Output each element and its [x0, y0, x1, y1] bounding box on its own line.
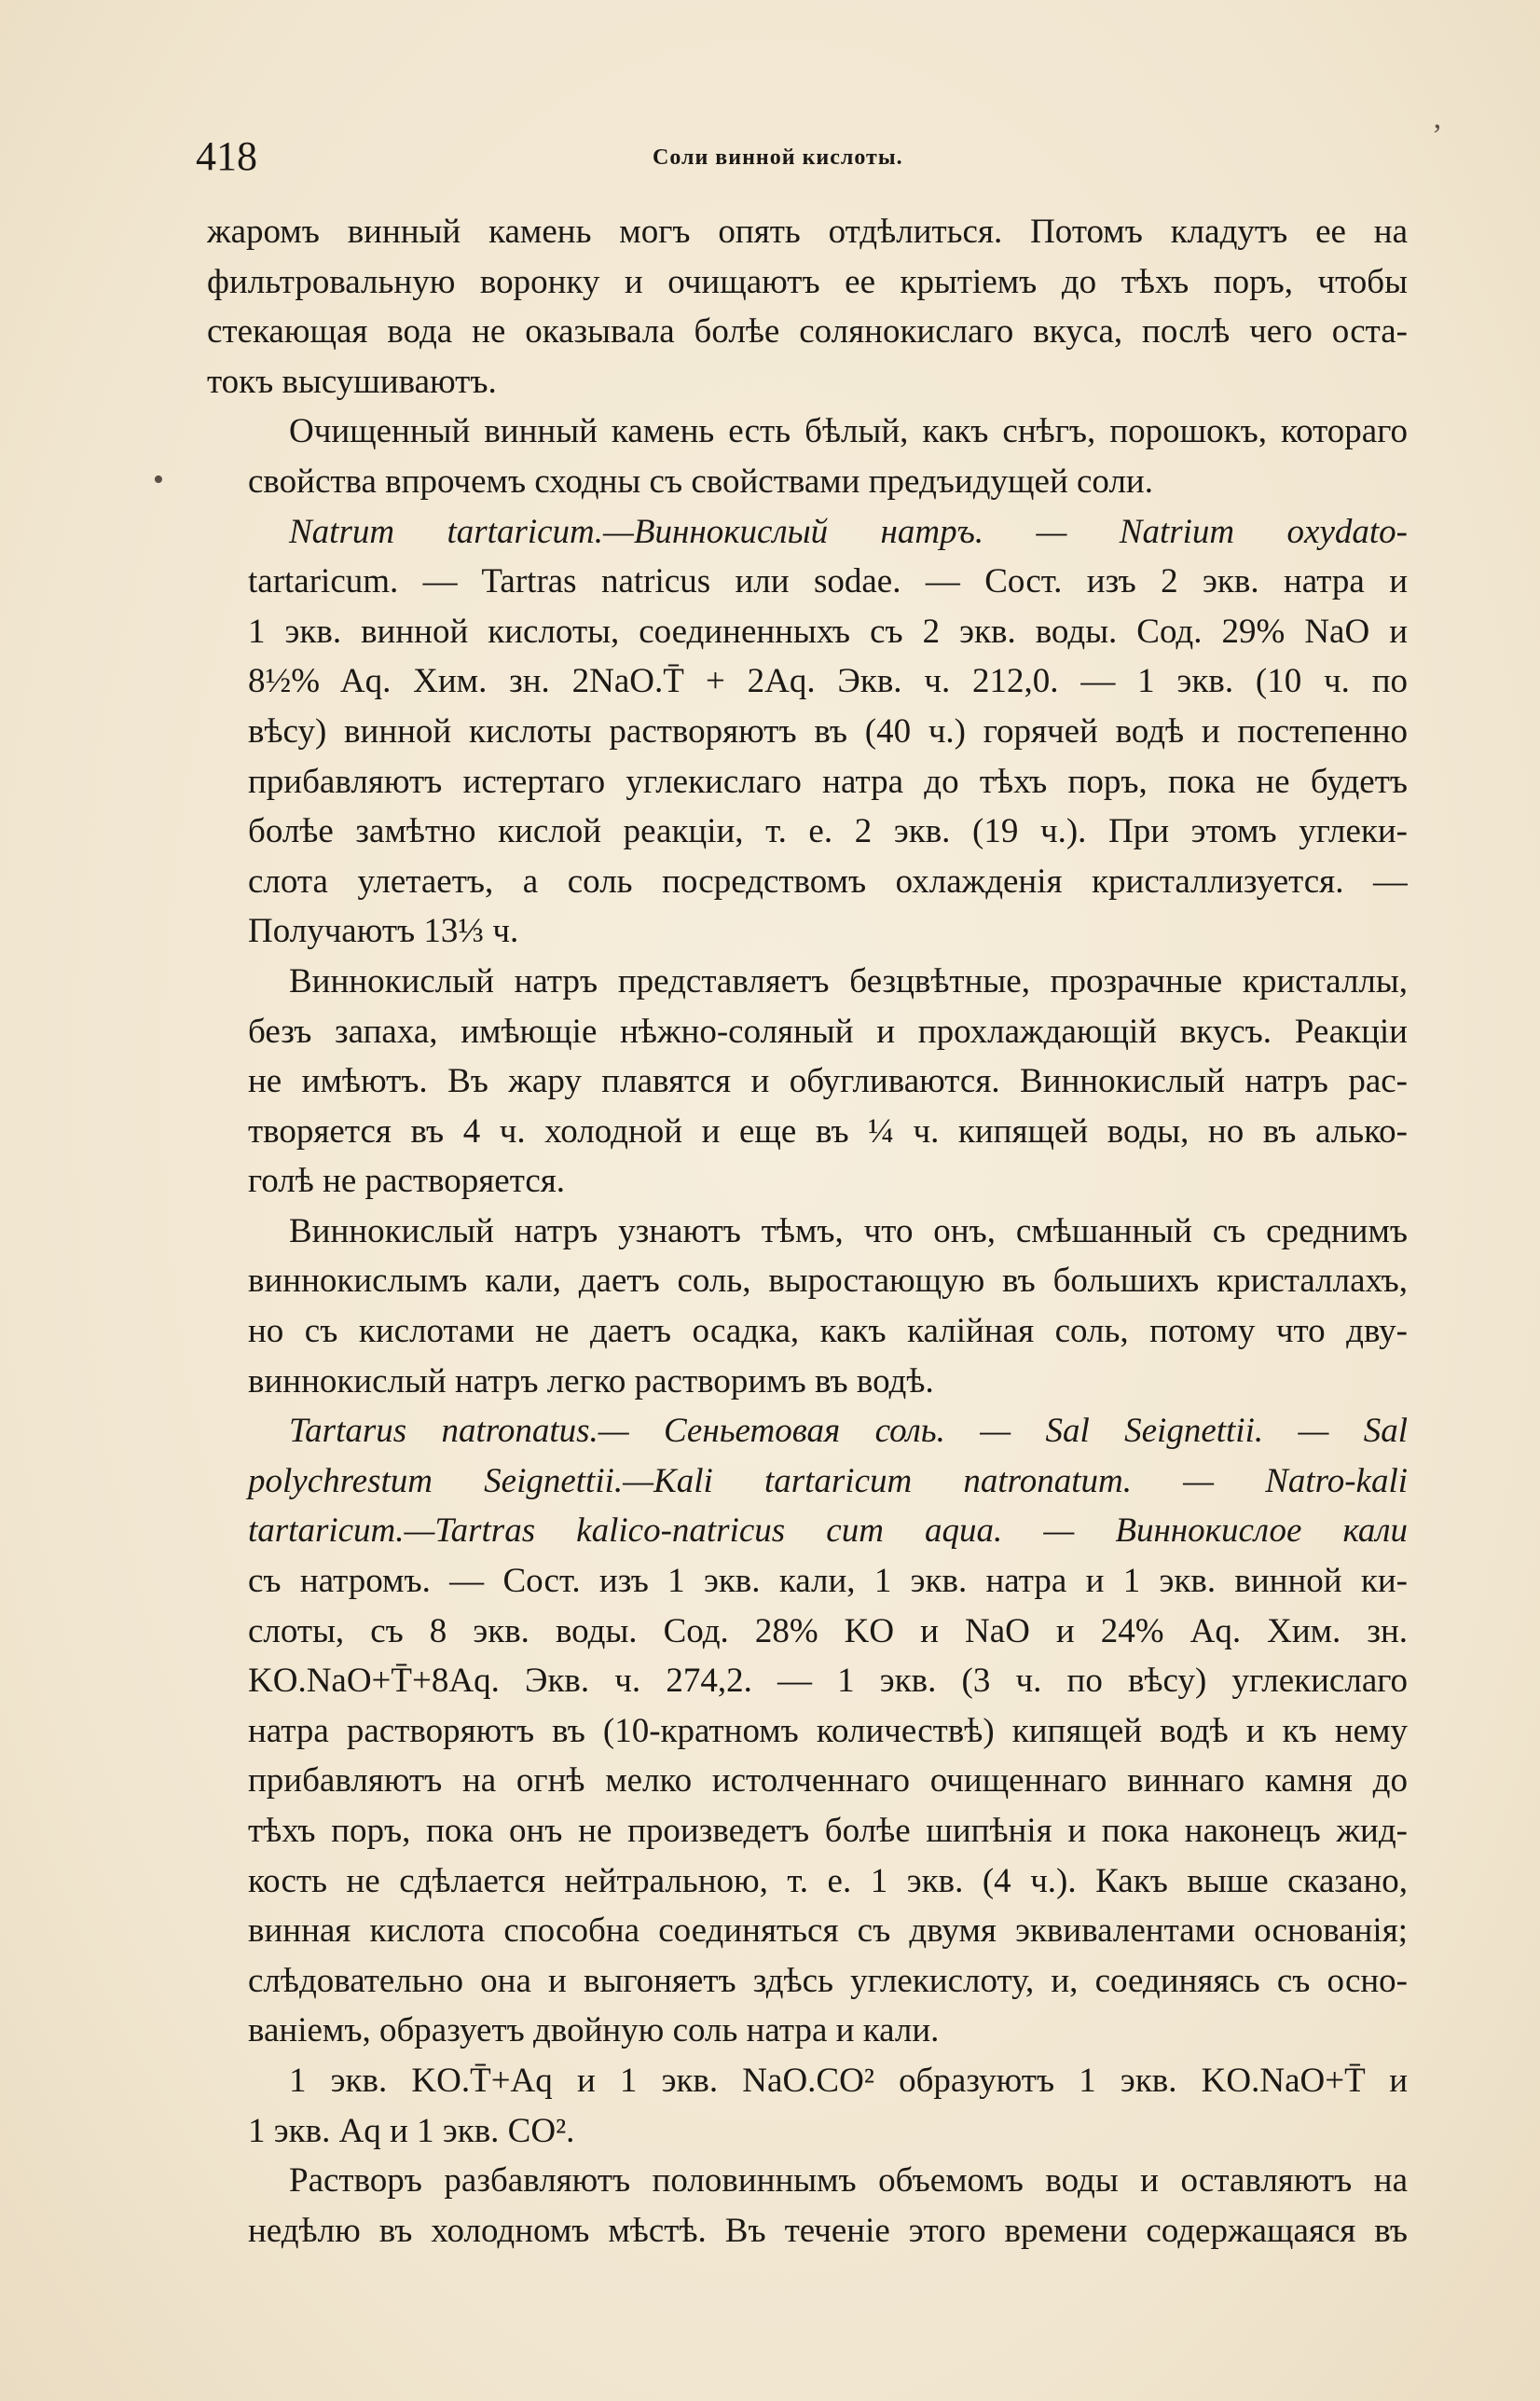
- paragraph: [207, 957, 1408, 1207]
- paragraph: [207, 2056, 1408, 2156]
- text-line: слѣдовательно она и выгоняетъ здѣсь углекислоту, и, соединяясь съ осно-: [248, 1961, 1408, 2000]
- text-line: polychrestum Seignettii.—Kali tartaricum natronatum. — Natro-kali: [248, 1461, 1408, 1500]
- page-body: [207, 207, 1408, 2256]
- text-line: Виннокислый натръ узнаютъ тѣмъ, что онъ, смѣшанный съ среднимъ: [289, 1211, 1408, 1250]
- ink-speck: ‚: [1432, 101, 1443, 135]
- text-line: Tartarus natronatus.— Сеньетовая соль. — Sal Seignettii. — Sal: [289, 1412, 1408, 1451]
- text-line: жаромъ винный камень могъ опять отдѣлиться. Потомъ кладутъ ее на: [207, 213, 1408, 251]
- text-line: свойства впрочемъ сходны съ свойствами предъидущей соли.: [248, 462, 1153, 501]
- paragraph: [207, 207, 1408, 407]
- text-line: прибавляютъ истертаго углекислаго натра до тѣхъ поръ, пока не будетъ: [248, 762, 1408, 801]
- text-line: не имѣютъ. Въ жару плавятся и обугливаются. Виннокислый натръ рас-: [248, 1062, 1408, 1101]
- paragraph: [207, 407, 1408, 506]
- text-line: Natrum tartaricum.—Виннокислый натръ. — Natrium oxydato-: [289, 512, 1408, 551]
- page-header: [196, 133, 1408, 180]
- text-line: творяется въ 4 ч. холодной и еще въ ¼ ч. кипящей воды, но въ алько-: [248, 1111, 1408, 1151]
- text-line: кость не сдѣлается нейтральною, т. е. 1 экв. (4 ч.). Какъ выше сказано,: [248, 1861, 1408, 1900]
- text-line: съ натромъ. — Сост. изъ 1 экв. кали, 1 экв. натра и 1 экв. винной ки-: [248, 1562, 1408, 1601]
- text-line: токъ высушиваютъ.: [207, 362, 497, 401]
- text-line: натра растворяютъ въ (10-кратномъ количествѣ) кипящей водѣ и къ нему: [248, 1711, 1408, 1750]
- text-line: но съ кислотами не даетъ осадка, какъ калійная соль, потому что дву-: [248, 1312, 1408, 1351]
- text-line: tartaricum.—Tartras kalico-natricus cum aqua. — Виннокислое кали: [248, 1511, 1408, 1551]
- paragraph: [207, 1207, 1408, 1406]
- page-number: 418: [196, 133, 257, 179]
- paragraph: [207, 1406, 1408, 2056]
- text-line: болѣе замѣтно кислой реакціи, т. е. 2 экв. (19 ч.). При этомъ углеки-: [248, 812, 1408, 851]
- paragraph: [207, 2156, 1408, 2256]
- ink-speck: •: [153, 462, 164, 497]
- text-line: Виннокислый натръ представляетъ безцвѣтные, прозрачные кристаллы,: [289, 961, 1408, 1000]
- text-line: Растворъ разбавляютъ половиннымъ объемомъ воды и оставляютъ на: [289, 2161, 1408, 2201]
- text-line: недѣлю въ холодномъ мѣстѣ. Въ теченіе этого времени содержащаяся въ: [248, 2211, 1408, 2250]
- text-line: Очищенный винный камень есть бѣлый, какъ снѣгъ, порошокъ, котораго: [289, 412, 1408, 451]
- text-line: безъ запаха, имѣющіе нѣжно-соляный и прохлаждающій вкусъ. Реакціи: [248, 1012, 1408, 1051]
- text-line: слоты, съ 8 экв. воды. Сод. 28% KO и NaO и 24% Aq. Хим. зн.: [248, 1611, 1408, 1650]
- text-line: Получаютъ 13⅓ ч.: [248, 912, 519, 951]
- text-line: tartaricum. — Tartras natricus или sodae. — Сост. изъ 2 экв. натра и: [248, 562, 1408, 601]
- text-line: слота улетаетъ, а соль посредствомъ охлажденія кристаллизуется. —: [248, 862, 1408, 901]
- text-line: KO.NaO+T̄+8Aq. Экв. ч. 274,2. — 1 экв. (3 ч. по вѣсу) углекислаго: [248, 1662, 1408, 1701]
- text-line: 1 экв. KO.T̄+Aq и 1 экв. NaO.CO² образуютъ 1 экв. KO.NaO+T̄ и: [289, 2061, 1408, 2100]
- text-line: голѣ не растворяется.: [248, 1162, 566, 1201]
- text-line: фильтровальную воронку и очищаютъ ее крытіемъ до тѣхъ поръ, чтобы: [207, 262, 1408, 301]
- text-line: 8½% Aq. Хим. зн. 2NaO.T̄ + 2Aq. Экв. ч. 212,0. — 1 экв. (10 ч. по: [248, 662, 1408, 701]
- text-line: ваніемъ, образуетъ двойную соль натра и кали.: [248, 2011, 940, 2050]
- text-line: прибавляютъ на огнѣ мелко истолченнаго очищеннаго виннаго камня до: [248, 1761, 1408, 1801]
- text-line: 1 экв. Aq и 1 экв. CO².: [248, 2111, 575, 2150]
- running-head: Соли винной кислоты.: [653, 145, 903, 170]
- text-line: 1 экв. винной кислоты, соединенныхъ съ 2 экв. воды. Сод. 29% NaO и: [248, 612, 1408, 651]
- text-line: вѣсу) винной кислоты растворяютъ въ (40 ч.) горячей водѣ и постепенно: [248, 711, 1408, 751]
- text-line: винная кислота способна соединяться съ двумя эквивалентами основанія;: [248, 1911, 1408, 1951]
- text-line: тѣхъ поръ, пока онъ не произведетъ болѣе шипѣнія и пока наконецъ жид-: [248, 1812, 1408, 1850]
- text-line: виннокислый натръ легко растворимъ въ водѣ.: [248, 1361, 934, 1401]
- text-line: стекающая вода не оказывала болѣе солянокислаго вкуса, послѣ чего оста-: [207, 312, 1408, 352]
- text-line: виннокислымъ кали, даетъ соль, выростающую въ большихъ кристаллахъ,: [248, 1262, 1408, 1301]
- paragraph: [207, 507, 1408, 957]
